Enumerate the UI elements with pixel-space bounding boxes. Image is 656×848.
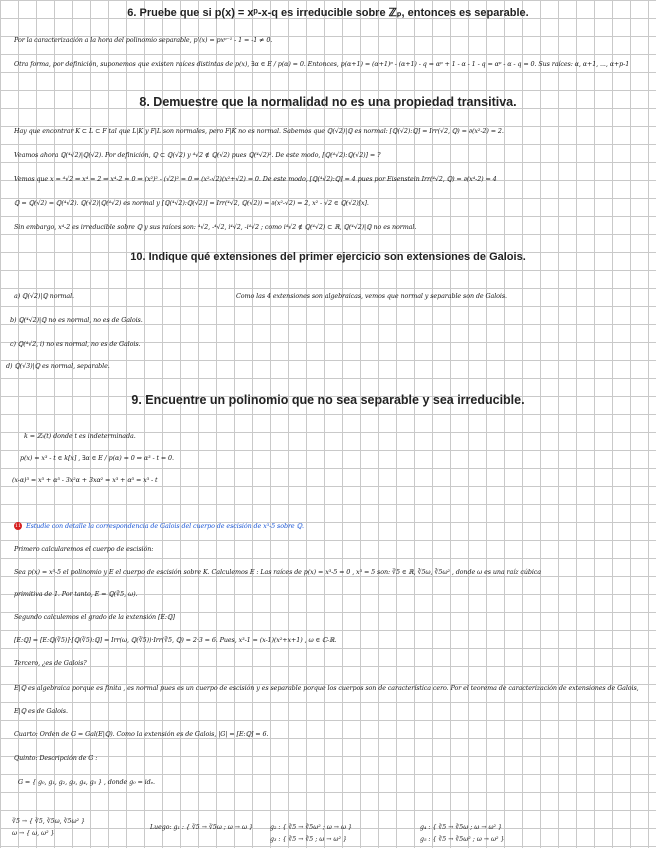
exercise-11-line-2: Sea p(x) = x³-5 el polinomio y E el cuerpo de escisión sobre K. Calculemos E : Las raíces de p(x) = x³-5 = 0 , x³ = 5 son: ∛5 ∈ ℝ, ∛5ω, ∛5ω² , donde ω es una raíz cúbica: [14, 568, 541, 576]
exercise-10-item-b: b) ℚ(⁴√2)|ℚ no es normal, no es de Galois.: [10, 316, 143, 324]
exercise-8-line-2: Veamos ahora ℚ(⁴√2)|ℚ(√2). Por definición, ℚ ⊂ ℚ(√2) y ⁴√2 ∉ ℚ(√2) pues ℚ(⁴√2)². De este modo, [ℚ(⁴√2):ℚ(√2)] = ?: [14, 151, 381, 159]
automorphism-g4: g₄ : { ∛5 → ∛5ω ; ω → ω² }: [420, 824, 502, 831]
exercise-9-title: 9. Encuentre un polinomio que no sea separable y sea irreducible.: [131, 393, 525, 407]
automorphism-omega-images: ω → { ω, ω² }: [12, 830, 55, 837]
exercise-10-item-c: c) ℚ(⁴√2, i) no es normal, no es de Galois.: [10, 340, 141, 348]
exercise-11-line-7: E|ℚ es algebraica porque es finita , es normal pues es un cuerpo de escisión y es separable porque los cuerpos son de característica cero. Por el teorema de caracterización de extensiones de Galois,: [14, 684, 639, 692]
exercise-10-item-d: d) ℚ(√3)|ℚ es normal, separable.: [6, 362, 110, 370]
exercise-6-line-2: Otra forma, por definición, suponemos que existen raíces distintas de p(x), ∃α ∈ E / p(α) = 0. Entonces, p(α+1) = (α+1)ᵖ - (α+1) - q = αᵖ + 1 - α - 1 - q = αᵖ - α - q = 0. Sus raíces: α, α+1, ..., α+p-1: [14, 60, 630, 68]
automorphism-g1: Luego: g₁ : { ∛5 → ∛5ω ; ω → ω }: [150, 824, 253, 831]
exercise-11-line-1: Primero calcularemos el cuerpo de escisión:: [14, 545, 154, 553]
exercise-11-line-8: E|ℚ es de Galois.: [14, 707, 68, 715]
exercise-10-note: Como las 4 extensiones son algebraicas, vemos que normal y separable son de Galois.: [236, 292, 507, 300]
exercise-8-line-1: Hay que encontrar K ⊂ L ⊂ F tal que L|K y F|L son normales, pero F|K no es normal. Sabemos que ℚ(√2)|ℚ es normal: [ℚ(√2):ℚ] = Irr(√2, ℚ) = ∂(x²-2) = 2.: [14, 127, 504, 135]
exercise-9-line-2: p(x) = x³ - t ∈ k[x] , ∃α ∈ E / p(α) = 0 ⇒ α³ - t = 0.: [20, 454, 174, 462]
exercise-6-line-1: Por la caracterización a la hora del polinomio separable, p'(x) = pxᵖ⁻¹ - 1 = -1 ≠ 0.: [14, 36, 273, 44]
exercise-10-item-a: a) ℚ(√2)|ℚ normal.: [14, 292, 74, 300]
exercise-9-line-3: (x-α)³ = x³ + α³ - 3x²α + 3xα² = x³ + α³ = x³ - t: [12, 476, 158, 484]
automorphism-g5: g₅ : { ∛5 → ∛5ω² ; ω → ω² }: [420, 836, 505, 843]
exercise-10-title: 10. Indique qué extensiones del primer ejercicio son extensiones de Galois.: [130, 251, 526, 263]
automorphism-g2: g₂ : { ∛5 → ∛5ω² ; ω → ω }: [270, 824, 352, 831]
automorphism-cbrt5-images: ∛5 → { ∛5, ∛5ω, ∛5ω² }: [12, 818, 85, 825]
exercise-9-line-1: k = ℤ₃(t) donde t es indeterminada.: [24, 432, 136, 440]
exercise-8-line-5: Sin embargo, x⁴-2 es irreducible sobre ℚ y sus raíces son: ⁴√2, -⁴√2, i⁴√2, -i⁴√2 ; como i⁴√2 ∉ ℚ(⁴√2) ⊂ ℝ, ℚ(⁴√2)|ℚ no es normal.: [14, 223, 417, 231]
exercise-8-title: 8. Demuestre que la normalidad no es una propiedad transitiva.: [139, 95, 517, 109]
exercise-8-line-3: Vemos que x = ⁴√2 ⇒ x⁴ = 2 ⇒ x⁴-2 = 0 ⇒ (x²)² - (√2)² = 0 ⇒ (x²-√2)(x²+√2) = 0. De este modo, [ℚ(⁴√2):ℚ] = 4 pues por Eisenstein Irr(⁴√2, ℚ) = ∂(x⁴-2) = 4: [14, 175, 497, 183]
exercise-11-title: [14, 522, 614, 531]
exercise-11-line-4: Segundo calculemos el grado de la extensión [E:ℚ]: [14, 613, 175, 621]
exercise-11-line-5: [E:ℚ] = [E:ℚ(∛5)]·[ℚ(∛5):ℚ] = Irr(ω, ℚ(∛5))·Irr(∛5, ℚ) = 2·3 = 6. Pues, x³-1 = (x-1)(x²+x+1) , ω ∈ ℂ-ℝ.: [14, 636, 337, 644]
exercise-number-badge: 11: [14, 523, 22, 529]
exercise-8-line-4: ℚ = ℚ(√2) = ℚ(⁴√2). ℚ(√2)|ℚ(⁴√2) es normal y [ℚ(⁴√2):ℚ(√2)] = Irr(⁴√2, ℚ(√2)) = ∂(x²-√2) = 2, x² - √2 ∈ ℚ(√2)[x].: [14, 199, 369, 207]
exercise-11-line-3: primitiva de 1. Por tanto, E = ℚ(∛5, ω).: [14, 590, 138, 598]
exercise-6-title: 6. Pruebe que si p(x) = xᵖ-x-q es irreducible sobre ℤₚ, entonces es separable.: [127, 7, 529, 19]
exercise-11-line-10: Quinto: Descripción de G :: [14, 754, 98, 762]
exercise-11-line-11: G = { g₀, g₁, g₂, g₃, g₄, g₅ } , donde g₀ = idₑ.: [18, 778, 155, 786]
exercise-11-title-text: Estudie con detalle la correspondencia de Galois del cuerpo de escisión de x³-5 sobre ℚ.: [26, 522, 304, 530]
exercise-11-line-9: Cuarto: Orden de G = Gal(E|ℚ). Como la extensión es de Galois, |G| = [E:ℚ] = 6.: [14, 730, 269, 738]
exercise-11-line-6: Tercero, ¿es de Galois?: [14, 659, 87, 667]
automorphism-g3: g₃ : { ∛5 → ∛5 ; ω → ω² }: [270, 836, 347, 843]
